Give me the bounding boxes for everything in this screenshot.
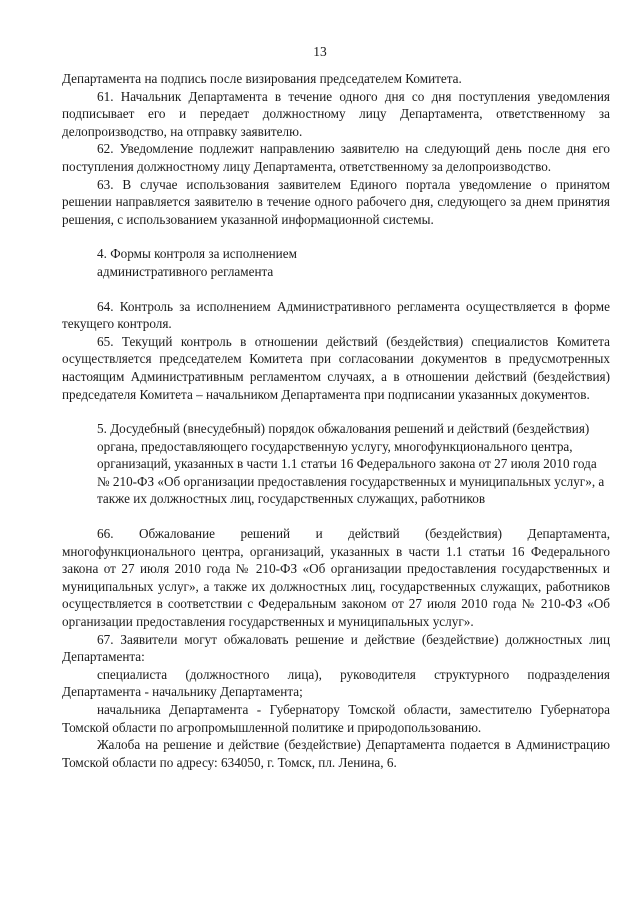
paragraph-continuation: Департамента на подпись после визирования председателем Комитета.: [62, 71, 462, 86]
section-4-heading-line-2: административного регламента: [97, 263, 274, 279]
document-body: [62, 70, 610, 771]
paragraph-63: 63. В случае использования заявителем Единого портала уведомление о принятом решении направляется заявителю в течение одного рабочего дня, следующего за днем принятия решения, с использованием указанной информационной системы.: [62, 176, 610, 227]
section-5-heading-line-2: органа, предоставляющего государственную услугу, многофункционального центра,: [97, 438, 573, 454]
paragraph-61: 61. Начальник Департамента в течение одного дня со дня поступления уведомления подписывает его и передает должностному лицу Департамента, ответственному за делопроизводство, на отправку заявителю.: [62, 88, 610, 139]
paragraph-64: 64. Контроль за исполнением Административного регламента осуществляется в форме текущего контроля.: [62, 298, 610, 332]
section-4-heading-line-1: 4. Формы контроля за исполнением: [97, 246, 297, 262]
section-5-heading-line-5: также их должностных лиц, государственных служащих, работников: [97, 491, 486, 507]
paragraph-66: 66. Обжалование решений и действий (бездействия) Департамента, многофункционального центра, организаций, указанных в части 1.1 статьи 16 Федерального закона от 27 июля 2010 года № 210-ФЗ «Об организации предоставления государственных и муниципальных услуг», а также их должностных лиц, государственных служащих, работников осуществляется в соответствии с Федеральным законом от 27 июля 2010 года № 210-ФЗ «Об организации предоставления государственных и муниципальных услуг».: [62, 526, 610, 630]
paragraph-62: 62. Уведомление подлежит направлению заявителю на следующий день после дня его поступления должностному лицу Департамента, ответственному за делопроизводство.: [62, 141, 610, 174]
section-5-heading-line-4: № 210-ФЗ «Об организации предоставления государственных и муниципальных услуг», а: [97, 473, 605, 489]
paragraph-complaint-address: Жалоба на решение и действие (бездействие) Департамента подается в Администрацию Томской области по адресу: 634050, г. Томск, пл. Ленина, 6.: [62, 737, 610, 770]
section-5-heading-line-3: организаций, указанных в части 1.1 статьи 16 Федерального закона от 27 июля 2010 года: [97, 456, 597, 472]
page-number: 13: [313, 44, 327, 59]
paragraph-67-item-2: начальника Департамента - Губернатору Томской области, заместителю Губернатора Томской области по агропромышленной политике и природопользованию.: [62, 702, 610, 735]
section-5-heading-line-1: 5. Досудебный (внесудебный) порядок обжалования решений и действий (бездействия): [97, 421, 590, 437]
paragraph-67-item-1: специалиста (должностного лица), руководителя структурного подразделения Департамента - начальнику Департамента;: [62, 666, 610, 700]
paragraph-67: 67. Заявители могут обжаловать решение и действие (бездействие) должностных лиц Департамента:: [62, 631, 610, 665]
paragraph-65: 65. Текущий контроль в отношении действий (бездействия) специалистов Комитета осуществляется председателем Комитета при согласовании документов в предусмотренных настоящим Административным регламентом случаях, а в отношении действий (бездействия) председателя Комитета – начальником Департамента при подписании указанных документов.: [62, 333, 610, 402]
